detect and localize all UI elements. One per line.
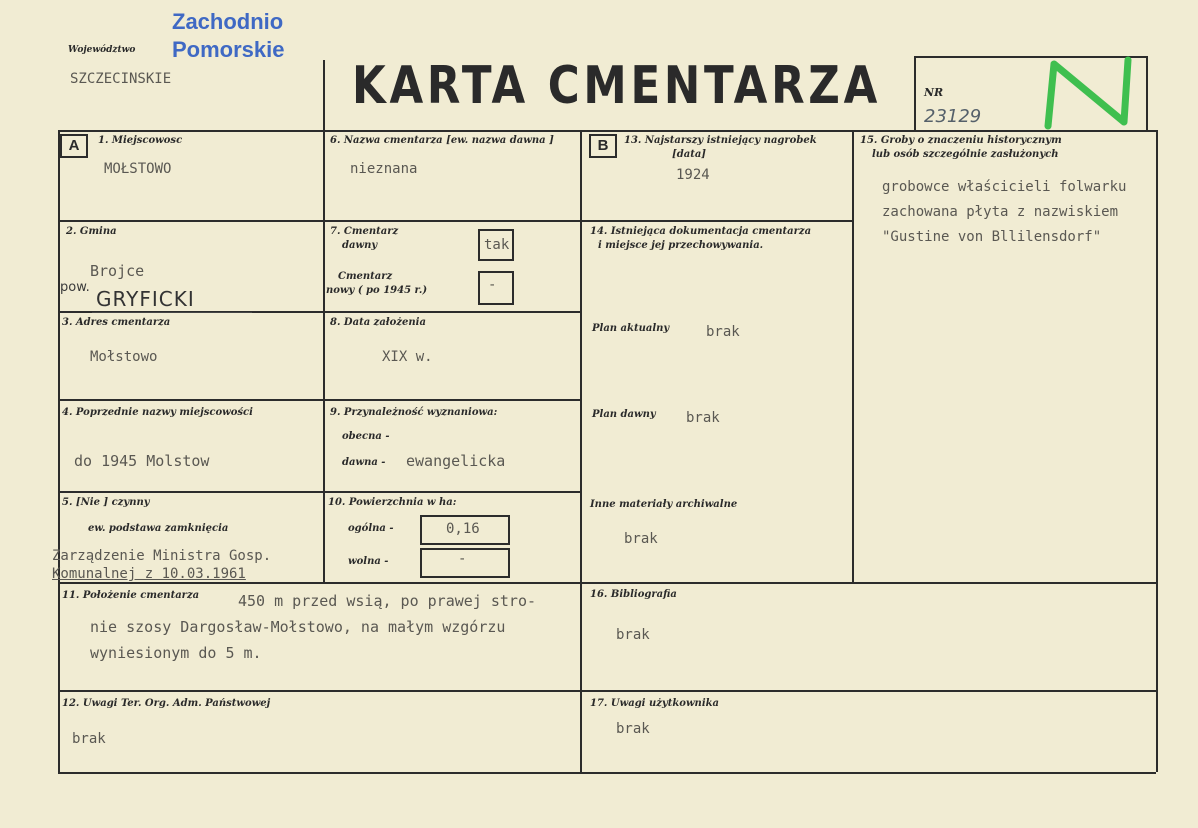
field-9-former-value: ewangelicka: [406, 452, 506, 470]
region-stamp-line2: Pomorskie: [172, 37, 285, 62]
field-13-label-1: 13. Najstarszy istniejący nagrobek: [624, 135, 817, 146]
field-10-total-value: 0,16: [446, 521, 480, 537]
field-12-value: brak: [72, 731, 106, 747]
field-15-label-2: lub osób szczególnie zasłużonych: [872, 149, 1059, 160]
field-9-former-label: dawna -: [342, 457, 386, 468]
field-5-label: 5. [Nie ] czynny: [62, 497, 150, 508]
field-9-current-label: obecna -: [342, 431, 390, 442]
field-11-line-3: wyniesionym do 5 m.: [90, 644, 262, 662]
field-13-label-2: [data]: [672, 149, 707, 160]
field-10-label: 10. Powierzchnia w ha:: [328, 497, 457, 508]
field-6-label: 6. Nazwa cmentarza [ew. nazwa dawna ]: [330, 135, 554, 146]
field-2-value: Brojce: [90, 262, 145, 280]
field-8-label: 8. Data założenia: [330, 317, 426, 328]
field-4-value: do 1945 Molstow: [74, 452, 210, 470]
field-14-label-1: 14. Istniejąca dokumentacja cmentarza: [590, 226, 812, 237]
grid-header-divider: [323, 60, 325, 130]
field-14-label-2: i miejsce jej przechowywania.: [598, 240, 764, 251]
field-14-plan-old-label: Plan dawny: [592, 409, 656, 420]
field-5-value-2: Komunalnej z 10.03.1961: [52, 566, 246, 582]
field-10-free-value: -: [458, 551, 467, 567]
field-14-plan-current-value: brak: [706, 324, 740, 340]
field-16-label: 16. Bibliografia: [590, 589, 677, 600]
field-7-label-new-1: Cmentarz: [338, 271, 393, 282]
section-a-box: A: [60, 134, 88, 158]
wojewodztwo-value: SZCZECINSKIE: [70, 71, 172, 87]
field-6-value: nieznana: [350, 161, 418, 177]
field-7-label-new-2: nowy ( po 1945 r.): [326, 285, 428, 296]
field-15-line-2: zachowana płyta z nazwiskiem: [882, 204, 1119, 220]
nr-value: 23129: [924, 106, 982, 127]
field-2-pow-label: pow.: [60, 280, 90, 295]
field-9-label: 9. Przynależność wyznaniowa:: [330, 407, 498, 418]
wojewodztwo-label: Województwo: [68, 45, 136, 55]
field-7-label-old-1: 7. Cmentarz: [330, 226, 399, 237]
field-1-value: MOŁSTOWO: [104, 161, 172, 177]
field-5-value-1: Zarządzenie Ministra Gosp.: [52, 548, 272, 564]
field-12-label: 12. Uwagi Ter. Org. Adm. Państwowej: [62, 698, 271, 709]
section-b-box: B: [589, 134, 617, 158]
grid-top-line: [58, 130, 1156, 132]
field-3-label: 3. Adres cmentarza: [62, 317, 171, 328]
field-15-line-1: grobowce właścicieli folwarku: [882, 179, 1127, 195]
field-17-label: 17. Uwagi użytkownika: [590, 698, 720, 709]
field-13-value: 1924: [676, 167, 710, 183]
field-14-other-value: brak: [624, 531, 658, 547]
field-3-value: Mołstowo: [90, 349, 158, 365]
field-14-plan-current-label: Plan aktualny: [592, 323, 670, 334]
field-16-value: brak: [616, 627, 650, 643]
field-10-free-label: wolna -: [348, 556, 389, 567]
field-17-value: brak: [616, 721, 650, 737]
field-14-other-label: Inne materiały archiwalne: [590, 499, 738, 510]
field-7-old-value: tak: [484, 237, 510, 253]
field-11-line-1: 450 m przed wsią, po prawej stro-: [238, 592, 537, 610]
field-11-label: 11. Położenie cmentarza: [62, 590, 200, 601]
field-10-total-label: ogólna -: [348, 523, 394, 534]
field-14-plan-old-value: brak: [686, 410, 720, 426]
field-8-value: XIX w.: [382, 349, 433, 365]
field-7-label-old-2: dawny: [342, 240, 378, 251]
field-2-pow-value: GRYFICKI: [96, 287, 195, 311]
field-15-line-3: "Gustine von Bllilensdorf": [882, 229, 1102, 245]
pow-underline: [92, 312, 252, 313]
field-2-label: 2. Gmina: [66, 226, 117, 237]
field-11-line-2: nie szosy Dargosław-Mołstowo, na małym wzgórzu: [90, 618, 506, 636]
card-title: KARTA CMENTARZA: [352, 56, 881, 116]
region-stamp-line1: Zachodnio: [172, 9, 284, 34]
field-4-label: 4. Poprzednie nazwy miejscowości: [62, 407, 253, 418]
category-marker-n: [1042, 54, 1138, 132]
field-15-label-1: 15. Groby o znaczeniu historycznym: [860, 135, 1062, 146]
field-7-new-value: -: [488, 277, 497, 293]
field-5-sublabel: ew. podstawa zamknięcia: [88, 523, 229, 534]
nr-label: NR: [924, 86, 944, 99]
field-1-label: 1. Miejscowosc: [98, 135, 183, 146]
